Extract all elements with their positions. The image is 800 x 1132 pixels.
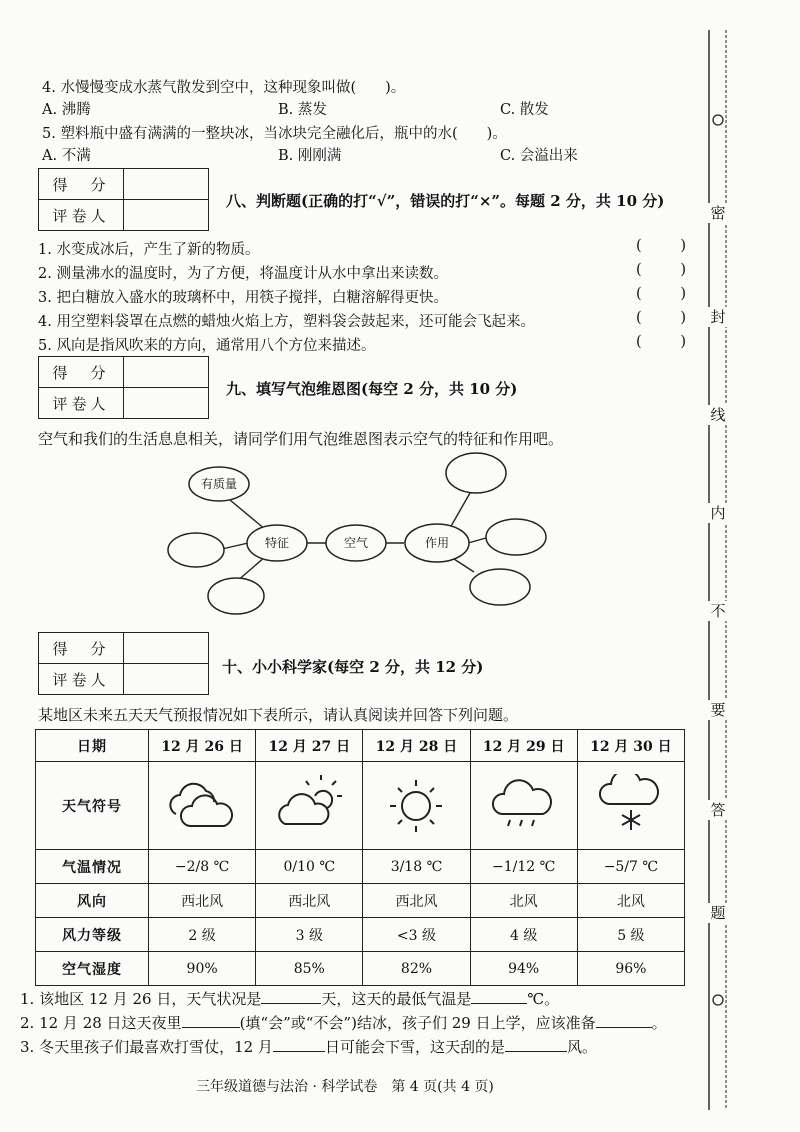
connector-line bbox=[222, 543, 248, 549]
humidity-cell: 82% bbox=[363, 952, 470, 986]
score-label: 得 分 bbox=[39, 633, 124, 664]
connector-line bbox=[230, 500, 266, 530]
rain-icon bbox=[470, 762, 577, 850]
seal-char: 内 bbox=[706, 503, 730, 523]
mc-q5-option-c: C. 会溢出来 bbox=[500, 148, 578, 164]
table-row-wind-level bbox=[36, 918, 685, 952]
temp-cell: −2/8 ℃ bbox=[149, 850, 256, 884]
section10-title: 十、小小科学家(每空 2 分，共 12 分) bbox=[222, 658, 484, 676]
bubble-air-label: 空气 bbox=[343, 536, 369, 550]
snow-icon bbox=[577, 762, 684, 850]
answer-blank-freeze[interactable] bbox=[182, 1013, 240, 1028]
grader-label: 评卷人 bbox=[39, 664, 124, 695]
temp-cell: −5/7 ℃ bbox=[577, 850, 684, 884]
connector-line bbox=[450, 493, 470, 528]
connector-line bbox=[468, 538, 486, 543]
answer-blank-snow-day[interactable] bbox=[273, 1037, 325, 1052]
mc-q4-option-a: A. 沸腾 bbox=[42, 102, 91, 118]
tf-item-2: 2. 测量沸水的温度时，为了方便，将温度计从水中拿出来读数。 bbox=[38, 266, 448, 282]
tf-answer-1[interactable]: ( ) bbox=[636, 238, 686, 254]
table-row-weather-symbol bbox=[36, 762, 685, 850]
tf-item-4: 4. 用空塑料袋罩在点燃的蜡烛火焰上方，塑料袋会鼓起来，还可能会飞起来。 bbox=[38, 314, 535, 330]
mc-q5-stem: 5. 塑料瓶中盛有满满的一整块冰，当冰块完全融化后，瓶中的水( )。 bbox=[42, 126, 507, 142]
partly-cloudy-icon bbox=[256, 762, 363, 850]
score-label: 得 分 bbox=[39, 169, 124, 200]
seal-char: 线 bbox=[706, 405, 730, 425]
grader-label: 评卷人 bbox=[39, 388, 124, 419]
question-1: 1. 该地区 12 月 26 日，天气状况是 天，这天的最低气温是 ℃。 bbox=[20, 990, 560, 1008]
table-row-date bbox=[36, 730, 685, 762]
cloudy-icon bbox=[149, 762, 256, 850]
connector-line bbox=[454, 559, 474, 572]
score-label: 得 分 bbox=[39, 357, 124, 388]
wind-dir-cell: 北风 bbox=[470, 884, 577, 918]
bubble-blank-use-2[interactable] bbox=[486, 519, 546, 555]
row-header-wind-level: 风力等级 bbox=[36, 918, 149, 952]
date-cell: 12 月 26 日 bbox=[149, 730, 256, 762]
tf-answer-2[interactable]: ( ) bbox=[636, 262, 686, 278]
binding-hole-icon bbox=[713, 115, 723, 125]
mc-q4-option-c: C. 散发 bbox=[500, 102, 549, 118]
humidity-cell: 90% bbox=[149, 952, 256, 986]
temp-cell: 0/10 ℃ bbox=[256, 850, 363, 884]
humidity-cell: 85% bbox=[256, 952, 363, 986]
bubble-mass-label: 有质量 bbox=[200, 477, 238, 491]
table-row-humidity bbox=[36, 952, 685, 986]
bubble-blank-use-3[interactable] bbox=[470, 569, 530, 605]
section8-title: 八、判断题(正确的打“√”，错误的打“×”。每题 2 分，共 10 分) bbox=[226, 192, 665, 210]
wind-level-cell: 5 级 bbox=[577, 918, 684, 952]
wind-dir-cell: 西北风 bbox=[363, 884, 470, 918]
answer-blank-weather[interactable] bbox=[261, 989, 321, 1004]
bubble-use-label: 作用 bbox=[424, 536, 450, 550]
answer-blank-min-temp[interactable] bbox=[471, 989, 527, 1004]
seal-char: 题 bbox=[706, 903, 730, 923]
row-header-date: 日期 bbox=[36, 730, 149, 762]
row-header-symbol: 天气符号 bbox=[36, 762, 149, 850]
bubble-blank-feature-1[interactable] bbox=[168, 533, 224, 567]
wind-dir-cell: 北风 bbox=[577, 884, 684, 918]
date-cell: 12 月 29 日 bbox=[470, 730, 577, 762]
mc-q5-option-a: A. 不满 bbox=[42, 148, 91, 164]
wind-level-cell: 2 级 bbox=[149, 918, 256, 952]
seal-char: 密 bbox=[706, 203, 730, 223]
table-row-wind-direction bbox=[36, 884, 685, 918]
tf-item-3: 3. 把白糖放入盛水的玻璃杯中，用筷子搅拌，白糖溶解得更快。 bbox=[38, 290, 448, 306]
section9-title: 九、填写气泡维恩图(每空 2 分，共 10 分) bbox=[226, 380, 518, 398]
seal-char: 答 bbox=[706, 800, 730, 820]
temp-cell: 3/18 ℃ bbox=[363, 850, 470, 884]
mc-q4-stem: 4. 水慢慢变成水蒸气散发到空中，这种现象叫做( )。 bbox=[42, 80, 406, 96]
seal-char: 封 bbox=[706, 307, 730, 327]
table-row-temperature bbox=[36, 850, 685, 884]
question-3: 3. 冬天里孩子们最喜欢打雪仗，12 月 日可能会下雪，这天刮的是 风。 bbox=[20, 1038, 597, 1056]
question-2: 2. 12 月 28 日这天夜里 (填“会”或“不会”)结冰，孩子们 29 日上学，应该准备 。 bbox=[20, 1014, 667, 1032]
score-box-section10 bbox=[38, 632, 209, 695]
wind-level-cell: <3 级 bbox=[363, 918, 470, 952]
bubble-blank-use-1[interactable] bbox=[446, 453, 506, 493]
humidity-cell: 96% bbox=[577, 952, 684, 986]
tf-item-1: 1. 水变成冰后，产生了新的物质。 bbox=[38, 242, 260, 258]
mc-q4-option-b: B. 蒸发 bbox=[278, 102, 327, 118]
row-header-humidity: 空气湿度 bbox=[36, 952, 149, 986]
grader-blank[interactable] bbox=[124, 664, 209, 695]
tf-answer-4[interactable]: ( ) bbox=[636, 310, 686, 326]
row-header-temperature: 气温情况 bbox=[36, 850, 149, 884]
seal-line bbox=[706, 30, 730, 1110]
temp-cell: −1/12 ℃ bbox=[470, 850, 577, 884]
seal-char: 不 bbox=[706, 601, 730, 621]
humidity-cell: 94% bbox=[470, 952, 577, 986]
date-cell: 12 月 27 日 bbox=[256, 730, 363, 762]
grader-label: 评卷人 bbox=[39, 200, 124, 231]
answer-blank-wind[interactable] bbox=[505, 1037, 567, 1052]
row-header-wind-direction: 风向 bbox=[36, 884, 149, 918]
section9-intro: 空气和我们的生活息息相关，请同学们用气泡维恩图表示空气的特征和作用吧。 bbox=[38, 430, 564, 448]
seal-char: 要 bbox=[706, 700, 730, 720]
tf-answer-3[interactable]: ( ) bbox=[636, 286, 686, 302]
mc-q5-option-b: B. 刚刚满 bbox=[278, 148, 342, 164]
tf-answer-5[interactable]: ( ) bbox=[636, 334, 686, 350]
section10-intro: 某地区未来五天天气预报情况如下表所示，请认真阅读并回答下列问题。 bbox=[38, 706, 519, 724]
date-cell: 12 月 28 日 bbox=[363, 730, 470, 762]
weather-table bbox=[35, 729, 685, 986]
bubble-blank-feature-2[interactable] bbox=[208, 578, 264, 614]
score-blank[interactable] bbox=[124, 633, 209, 664]
wind-dir-cell: 西北风 bbox=[256, 884, 363, 918]
sunny-icon bbox=[363, 762, 470, 850]
answer-blank-prepare[interactable] bbox=[596, 1013, 652, 1028]
tf-item-5: 5. 风向是指风吹来的方向，通常用八个方位来描述。 bbox=[38, 338, 376, 354]
wind-level-cell: 4 级 bbox=[470, 918, 577, 952]
wind-level-cell: 3 级 bbox=[256, 918, 363, 952]
wind-dir-cell: 西北风 bbox=[149, 884, 256, 918]
page-footer: 三年级道德与法治 · 科学试卷 第 4 页(共 4 页) bbox=[196, 1079, 494, 1095]
binding-hole-icon bbox=[713, 995, 723, 1005]
bubble-feature-label: 特征 bbox=[264, 536, 290, 550]
date-cell: 12 月 30 日 bbox=[577, 730, 684, 762]
